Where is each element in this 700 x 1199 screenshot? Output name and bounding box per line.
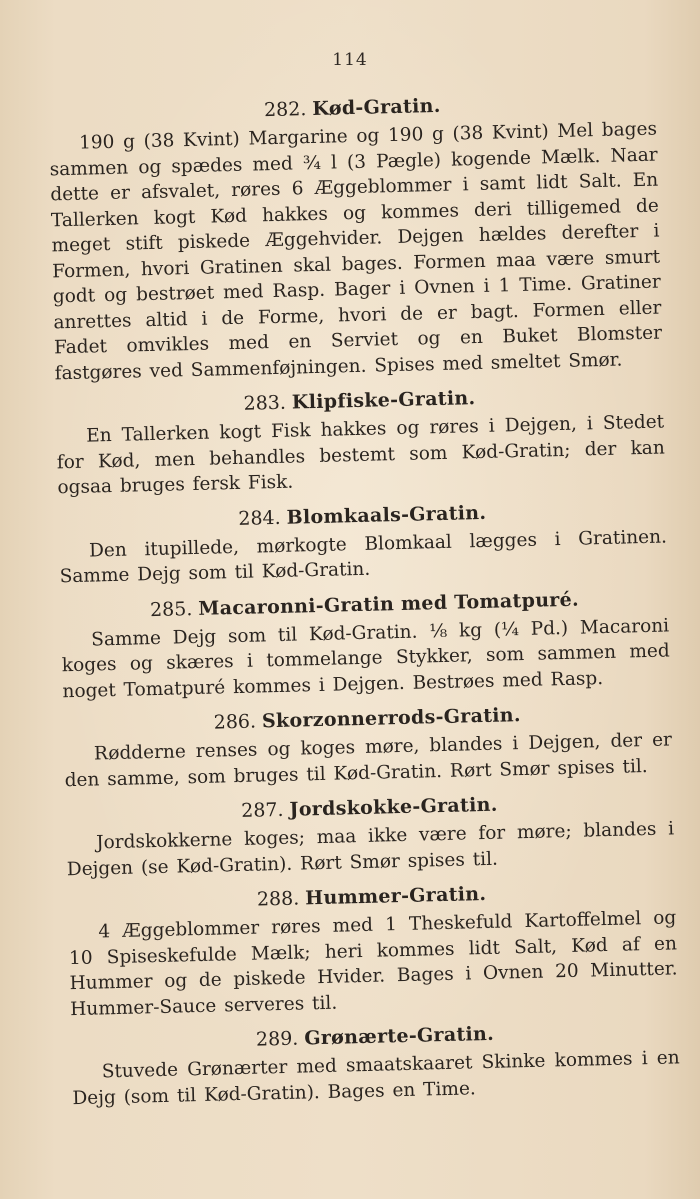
recipe-288	[67, 875, 678, 1022]
recipe-title: Grønærte-Gratin.	[304, 1022, 495, 1050]
page-number: 114	[332, 50, 368, 70]
recipe-number: 289.	[255, 1027, 299, 1051]
recipe-text: Jordskokkerne koges; maa ikke være for møre; blandes i Dejgen (se Kød-Gratin). Rørt Smør spises til.	[66, 818, 675, 880]
recipe-286	[63, 697, 673, 793]
recipe-284	[58, 494, 668, 590]
recipe-number: 286.	[213, 710, 257, 734]
recipe-text: Samme Dejg som til Kød-Gratin. ¹⁄₈ kg (¹⁄₄ Pd.) Macaroni koges og skæres i tommelange Stykker, som sammen med noget Tomatpuré kommes i Dejgen. Bestrøes med Rasp.	[61, 614, 670, 702]
recipe-282	[48, 87, 663, 387]
recipe-283	[55, 379, 665, 500]
recipe-title: Skorzonnerrods-Gratin.	[261, 704, 522, 733]
recipe-number: 285.	[149, 597, 193, 621]
recipe-title: Jordskokke-Gratin.	[289, 793, 498, 821]
recipe-number: 288.	[256, 887, 300, 911]
recipe-title: Kød-Gratin.	[312, 94, 441, 120]
recipe-number: 282.	[263, 98, 307, 122]
recipe-285	[60, 583, 670, 704]
recipe-text: Den itupillede, mørkogte Blomkaal lægges i Gratinen. Samme Dejg som til Kød-Gratin.	[59, 525, 668, 588]
page-content	[48, 87, 681, 1120]
recipe-title: Macaronni-Gratin med Tomatpuré.	[198, 588, 580, 620]
recipe-number: 284.	[238, 506, 281, 530]
recipe-287	[65, 786, 675, 882]
recipe-number: 283.	[243, 391, 287, 415]
recipe-289	[71, 1015, 681, 1111]
recipe-text: 190 g (38 Kvint) Margarine og 190 g (38 Kvint) Mel bages sammen og spædes med ³⁄₄ l (3 Pægle) kogende Mælk. Naar dette er afsvalet, røres 6 Æggeblommer i samt lidt Salt. En Tallerken kogt Kød hakkes og kommes deri tilligemed de meget stift piskede Æggehvider. Dejgen hældes derefter i Formen, hvori Gratinen skal bages. Formen maa være smurt godt og bestrøet med Rasp. Bager i Ovnen i 1 Time. Gratiner anrettes altid i de Forme, hvori de er bagt. Formen eller Fadet omvikles med en Serviet og en Buket Blomster fastgøres ved Sammenføjningen. Spises med smeltet Smør.	[49, 118, 663, 384]
recipe-number: 287.	[240, 798, 284, 822]
recipe-text: 4 Æggeblommer røres med 1 Theskefuld Kartoffelmel og 10 Spiseskefulde Mælk; heri kommes lidt Salt, Kød af en Hummer og de piskede Hvider. Bages i Ovnen 20 Minutter. Hummer-Sauce serveres til.	[68, 907, 678, 1020]
recipe-title: Blomkaals-Gratin.	[286, 501, 487, 529]
recipe-title: Klipfiske-Gratin.	[291, 387, 476, 414]
recipe-text: Stuvede Grønærter med smaatskaaret Skinke kommes i en Dejg (som til Kød-Gratin). Bages en Time.	[72, 1047, 680, 1109]
recipe-title: Hummer-Gratin.	[304, 882, 487, 910]
recipe-text: En Tallerken kogt Fisk hakkes og røres i Dejgen, i Stedet for Kød, men behandles bestemt som Kød-Gratin; der kan ogsaa bruges fersk Fisk.	[56, 411, 665, 499]
recipe-text: Rødderne renses og koges møre, blandes i Dejgen, der er den samme, som bruges til Kød-Gratin. Rørt Smør spises til.	[64, 729, 673, 791]
